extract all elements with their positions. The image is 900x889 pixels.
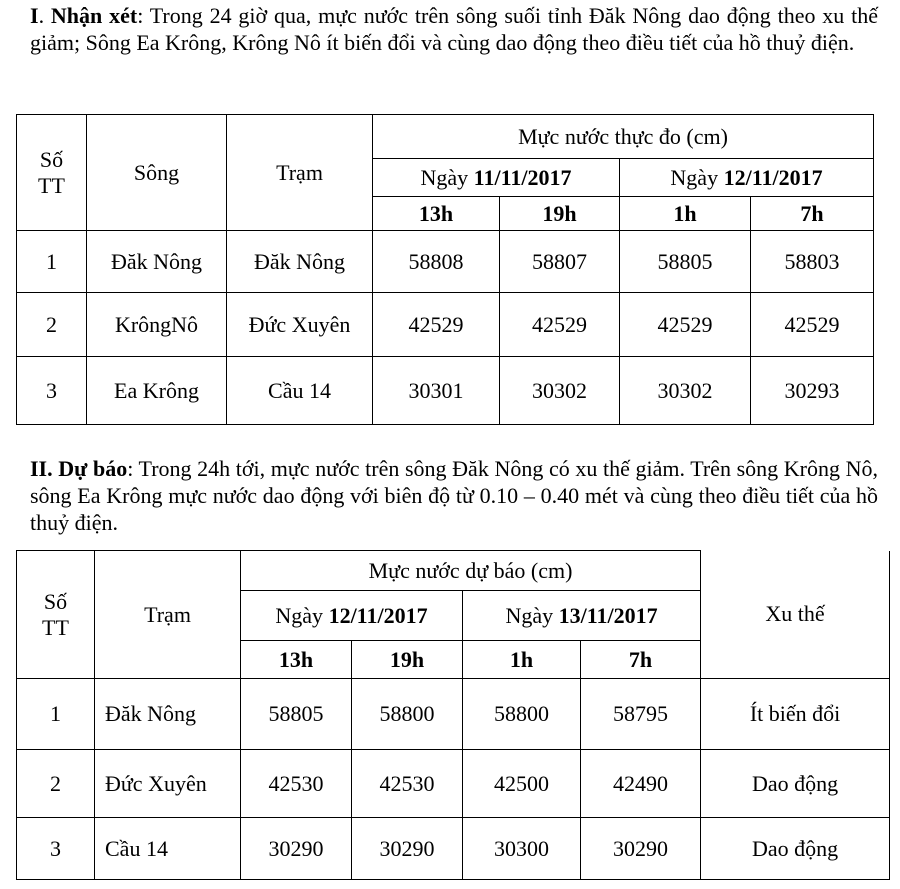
cell-value: 30302: [620, 357, 751, 425]
header-station: Trạm: [227, 115, 373, 231]
table-row: [17, 231, 874, 293]
header-time: 13h: [241, 641, 352, 679]
cell-stt: 2: [17, 750, 95, 818]
header-time: 7h: [751, 197, 874, 231]
cell-value: 30300: [463, 818, 581, 880]
cell-value: 58805: [620, 231, 751, 293]
cell-station: Đăk Nông: [95, 679, 241, 750]
cell-value: 58803: [751, 231, 874, 293]
observed-water-level-table: [16, 114, 874, 425]
cell-value: 42529: [751, 293, 874, 357]
cell-station: Đức Xuyên: [227, 293, 373, 357]
cell-trend: Dao động: [701, 750, 890, 818]
cell-value: 30290: [352, 818, 463, 880]
cell-stt: 1: [17, 231, 87, 293]
cell-value: 30290: [241, 818, 352, 880]
cell-value: 30302: [500, 357, 620, 425]
cell-trend: Dao động: [701, 818, 890, 880]
header-river: Sông: [87, 115, 227, 231]
header-time: 1h: [620, 197, 751, 231]
cell-stt: 2: [17, 293, 87, 357]
header-time: 13h: [373, 197, 500, 231]
cell-value: 58805: [241, 679, 352, 750]
cell-trend: Ít biến đổi: [701, 679, 890, 750]
cell-value: 42500: [463, 750, 581, 818]
cell-river: Ea Krông: [87, 357, 227, 425]
header-observed-group: Mực nước thực đo (cm): [373, 115, 874, 159]
section-1-text: : Trong 24 giờ qua, mực nước trên sông suối tỉnh Đăk Nông dao động theo xu thế giảm; Sông Ea Krông, Krông Nô ít biến đổi và cùng dao động theo điều tiết của hồ thuỷ điện.: [30, 3, 879, 55]
cell-river: KrôngNô: [87, 293, 227, 357]
header-stt: Số TT: [17, 115, 87, 231]
cell-value: 58800: [352, 679, 463, 750]
cell-value: 30293: [751, 357, 874, 425]
cell-stt: 3: [17, 818, 95, 880]
table-row: [17, 679, 890, 750]
section-2-paragraph: [30, 455, 878, 536]
section-2-text: : Trong 24h tới, mực nước trên sông Đăk Nông có xu thế giảm. Trên sông Krông Nô, sông Ea Krông mực nước dao động với biên độ từ 0.10 – 0.40 mét và cùng theo điều tiết của hồ thuỷ điện.: [30, 456, 878, 535]
section-1-heading: I. Nhận xét: [30, 3, 138, 28]
header-trend: Xu thế: [701, 551, 890, 679]
cell-value: 42529: [500, 293, 620, 357]
header-station: Trạm: [95, 551, 241, 679]
header-date-1: Ngày 11/11/2017: [373, 159, 620, 197]
cell-value: 42530: [241, 750, 352, 818]
cell-value: 58807: [500, 231, 620, 293]
cell-value: 58795: [581, 679, 701, 750]
header-time: 1h: [463, 641, 581, 679]
cell-value: 58800: [463, 679, 581, 750]
cell-river: Đăk Nông: [87, 231, 227, 293]
table-row: [17, 818, 890, 880]
cell-value: 42490: [581, 750, 701, 818]
cell-station: Cầu 14: [227, 357, 373, 425]
table-row: [17, 750, 890, 818]
cell-station: Đức Xuyên: [95, 750, 241, 818]
cell-value: 30301: [373, 357, 500, 425]
header-stt: Số TT: [17, 551, 95, 679]
cell-value: 42530: [352, 750, 463, 818]
header-date-2: Ngày 13/11/2017: [463, 591, 701, 641]
cell-stt: 1: [17, 679, 95, 750]
header-forecast-group: Mực nước dự báo (cm): [241, 551, 701, 591]
cell-value: 42529: [620, 293, 751, 357]
table-row: [17, 357, 874, 425]
header-time: 19h: [500, 197, 620, 231]
cell-value: 42529: [373, 293, 500, 357]
cell-station: Đăk Nông: [227, 231, 373, 293]
header-date-1: Ngày 12/11/2017: [241, 591, 463, 641]
cell-stt: 3: [17, 357, 87, 425]
section-2-heading: II. Dự báo: [30, 456, 128, 481]
cell-station: Cầu 14: [95, 818, 241, 880]
table-row: [17, 293, 874, 357]
cell-value: 58808: [373, 231, 500, 293]
forecast-water-level-table: [16, 550, 890, 880]
header-time: 7h: [581, 641, 701, 679]
section-1-paragraph: [30, 2, 878, 56]
cell-value: 30290: [581, 818, 701, 880]
header-date-2: Ngày 12/11/2017: [620, 159, 874, 197]
header-time: 19h: [352, 641, 463, 679]
